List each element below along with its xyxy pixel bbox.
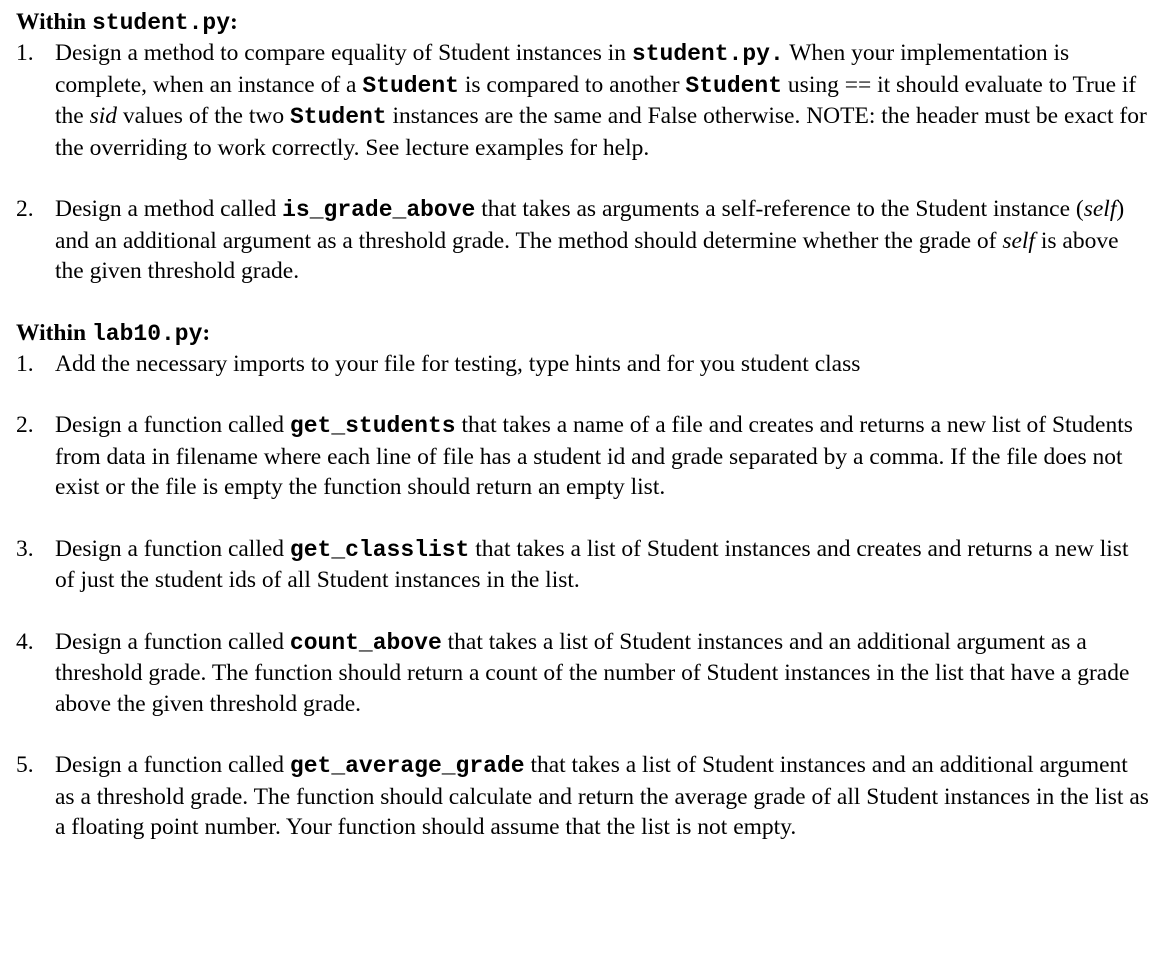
text-run: Design a function called [55, 628, 290, 655]
text-run: Design a function called [55, 412, 290, 438]
list-item-text [55, 536, 1128, 594]
list-item [16, 410, 1151, 503]
text-run: Design a method called [55, 196, 283, 222]
code-identifier: get_average_grade [289, 753, 525, 779]
text-run: Design a function called [55, 752, 290, 778]
list-item-number: 1. [16, 350, 34, 377]
text-run: When your implementation is complete, when an instance of a [55, 40, 1070, 98]
list-item-number: 5. [16, 752, 34, 778]
section-student-py [16, 7, 1151, 287]
list-item [16, 534, 1151, 596]
list-item [16, 38, 1151, 163]
text-run: Design a function called [55, 535, 290, 562]
code-identifier: Student [685, 72, 783, 99]
code-identifier: is_grade_above [282, 197, 476, 223]
list-item [16, 349, 1151, 380]
list-item-text [55, 752, 1149, 840]
code-identifier: Student [362, 72, 459, 99]
text-run: is compared to another [458, 71, 686, 98]
text-run: Add the necessary imports to your file for testing, type hints and for you student class [55, 350, 861, 377]
text-run: that takes a list of Student instances and an additional argument as a threshold grade. The function should calculate and return the average grade of all Student instances in the list as a floating point number. Your function should assume that the list is not empty. [55, 752, 1149, 840]
text-run: that takes a list of Student instances and creates and returns a new list of just the student ids of all Student instances in the list. [55, 535, 1129, 593]
list-item-text [55, 40, 1147, 161]
list-item-text [55, 196, 1124, 284]
text-run: that takes a name of a file and creates and returns a new list of Students from data in filename where each line of file has a student id and grade separated by a comma. If the file does not exist or the file is empty the function should return an empty list. [55, 412, 1133, 500]
list-item-text [55, 412, 1133, 500]
heading-prefix: Within [16, 9, 92, 35]
heading-prefix: Within [16, 319, 92, 346]
text-run: values of the two [117, 103, 290, 129]
code-identifier: get_students [289, 413, 456, 439]
code-identifier: get_classlist [289, 536, 470, 563]
code-identifier: count_above [289, 629, 442, 656]
section-heading [16, 318, 1151, 349]
heading-file: lab10.py [91, 320, 203, 347]
list-item-number: 2. [16, 196, 34, 222]
section-heading [16, 7, 1151, 38]
code-identifier: student.py. [631, 41, 784, 67]
document [16, 7, 1151, 843]
text-run: ) and an additional argument as a threshold grade. The method should determine whether the grade of [55, 196, 1125, 254]
list-item-text [55, 629, 1129, 717]
text-run: is above the given threshold grade. [55, 227, 1119, 284]
italic-term: sid [89, 103, 118, 129]
text-run: using == it should evaluate to True if the [55, 71, 1137, 129]
section-lab10-py [16, 318, 1151, 843]
list-item-number: 4. [16, 628, 34, 655]
heading-suffix: : [202, 319, 211, 346]
italic-term: self [1083, 196, 1117, 222]
list-item-number: 2. [16, 412, 34, 438]
text-run: instances are the same and False otherwise. NOTE: the header must be exact for the overriding to work correctly. See lecture examples for help. [55, 103, 1147, 161]
heading-suffix: : [230, 9, 238, 35]
list-item-number: 1. [16, 40, 34, 66]
text-run: that takes a list of Student instances and an additional argument as a threshold grade. The function should return a count of the number of Student instances in the list that have a grade above the given threshold grade. [55, 628, 1130, 717]
text-run: that takes as arguments a self-reference to the Student instance ( [475, 196, 1084, 222]
code-identifier: Student [289, 104, 387, 130]
list-item [16, 194, 1151, 287]
heading-file: student.py [91, 10, 231, 36]
text-run: Design a method to compare equality of Student instances in [55, 40, 632, 66]
list-item [16, 750, 1151, 843]
list-item-text [55, 351, 860, 377]
list-item-number: 3. [16, 535, 34, 562]
list-item [16, 627, 1151, 720]
italic-term: self [1002, 227, 1035, 254]
